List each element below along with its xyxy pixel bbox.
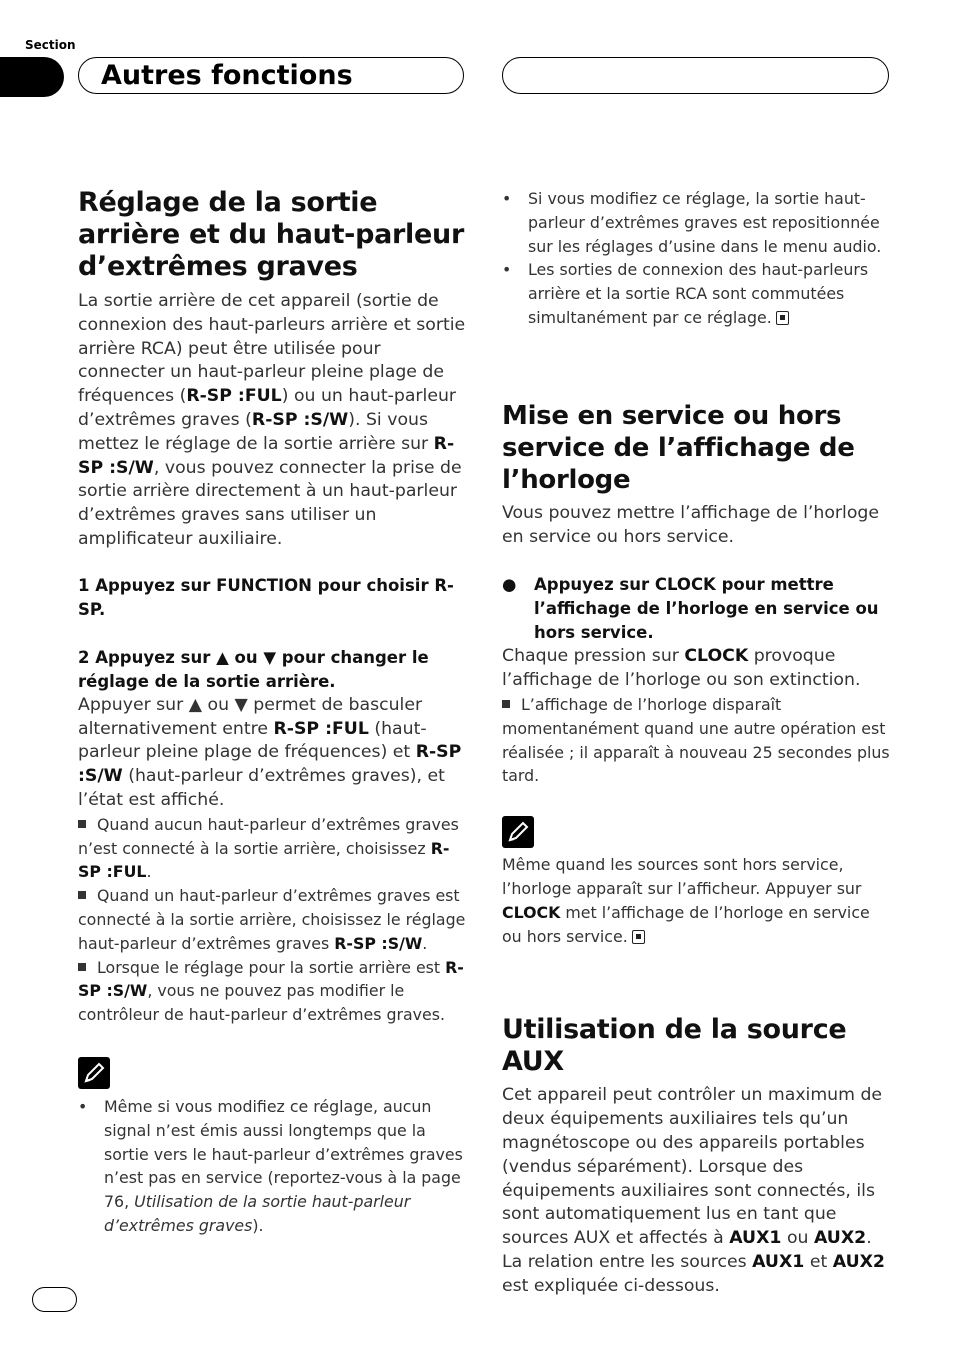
clock-note: Même quand les sources sont hors service, l’horloge apparaît sur l’afficheur. Appuyer sur CLOCK met l’affichage de l’horloge en service ou hors service. [502, 855, 870, 946]
clock-intro: Vous pouvez mettre l’affichage de l’horloge en service ou hors service. [502, 502, 880, 547]
section-title-pill [78, 57, 464, 94]
square-note-1: Quand aucun haut-parleur d’extrêmes graves n’est connecté à la sortie arrière, choisissez R-SP :FUL. [78, 814, 459, 882]
square-note-2: Quand un haut-parleur d’extrêmes graves est connecté à la sortie arrière, choisissez le réglage haut-parleur d’extrêmes graves R-SP :S/W. [78, 886, 466, 953]
step-2: 2 Appuyez sur ▲ ou ▼ pour changer le réglage de la sortie arrière. [78, 647, 429, 691]
square-bullet-icon [78, 891, 86, 899]
clock-body: Chaque pression sur CLOCK provoque l’affichage de l’horloge ou son extinction. [502, 646, 861, 691]
square-note-3: Lorsque le réglage pour la sortie arrière est R-SP :S/W, vous ne pouvez pas modifier le contrôleur de haut-parleur d’extrêmes graves. [78, 957, 464, 1025]
page-number-pill [32, 1287, 77, 1312]
section-tab [0, 57, 64, 97]
bullet-rca-switch: • Les sorties de connexion des haut-parleurs arrière et la sortie RCA sont commutées simultanément par ce réglage. [502, 260, 869, 327]
clock-square-note: L’affichage de l’horloge disparaît momentanément quand une autre opération est réalisée ; il apparaît à nouveau 25 secondes plus tard. [502, 694, 890, 786]
right-column [502, 187, 890, 1299]
heading-clock: Mise en service ou hors service de l’affichage de l’horloge [502, 400, 855, 495]
note-bullet: • Même si vous modifiez ce réglage, aucun signal n’est émis aussi longtemps que la sortie vers le haut-parleur d’extrêmes graves n’est pas en service (reportez-vous à la page 76, Utilisation de la sortie haut-parleur d’extrêmes graves). [78, 1096, 463, 1235]
clock-step: ● Appuyez sur CLOCK pour mettre l’affichage de l’horloge en service ou hors service. [502, 575, 879, 643]
step-1: 1 Appuyez sur FUNCTION pour choisir R-SP. [78, 575, 454, 619]
heading-aux: Utilisation de la source AUX [502, 1014, 847, 1078]
header-pill-right [502, 57, 889, 94]
left-column [78, 187, 466, 1238]
step-2-body: Appuyer sur ▲ ou ▼ permet de basculer alternativement entre R-SP :FUL (haut-parleur pleine plage de fréquences) et R-SP :S/W (haut-parleur d’extrêmes graves), et l’état est affiché. [78, 694, 462, 810]
square-bullet-icon [78, 820, 86, 828]
pencil-note-icon [502, 816, 534, 848]
end-square-icon [776, 311, 789, 325]
square-bullet-icon [502, 700, 510, 708]
end-square-icon [632, 930, 645, 944]
pencil-note-icon [78, 1057, 110, 1089]
aux-paragraph: Cet appareil peut contrôler un maximum de deux équipements auxiliaires tels qu’un magnétoscope ou des appareils portables (vendus séparément). Lorsque des équipements auxiliaires sont connectés, ils sont automatiquement lus en tant que sources AUX et affectés à AUX1 ou AUX2. La relation entre les sources AUX1 et AUX2 est expliquée ci-dessous. [502, 1085, 885, 1296]
bullet-factory-reset: • Si vous modifiez ce réglage, la sortie haut-parleur d’extrêmes graves est repositionnée sur les réglages d’usine dans le menu audio. [502, 189, 882, 256]
square-bullet-icon [78, 963, 86, 971]
section-title: Autres fonctions [101, 60, 353, 91]
intro-paragraph: La sortie arrière de cet appareil (sortie de connexion des haut-parleurs arrière et sortie arrière RCA) peut être utilisée pour connecter un haut-parleur pleine plage de fréquences (R-SP :FUL) ou un haut-parleur d’extrêmes graves (R-SP :S/W). Si vous mettez le réglage de la sortie arrière sur R-SP :S/W, vous pouvez connecter la prise de sortie arrière directement à un haut-parleur d’extrêmes graves sans utiliser un amplificateur auxiliaire. [78, 291, 466, 549]
heading-rear-output: Réglage de la sortie arrière et du haut-parleur d’extrêmes graves [78, 187, 464, 282]
round-bullet-icon: ● [502, 575, 517, 595]
section-label: Section [25, 38, 76, 52]
